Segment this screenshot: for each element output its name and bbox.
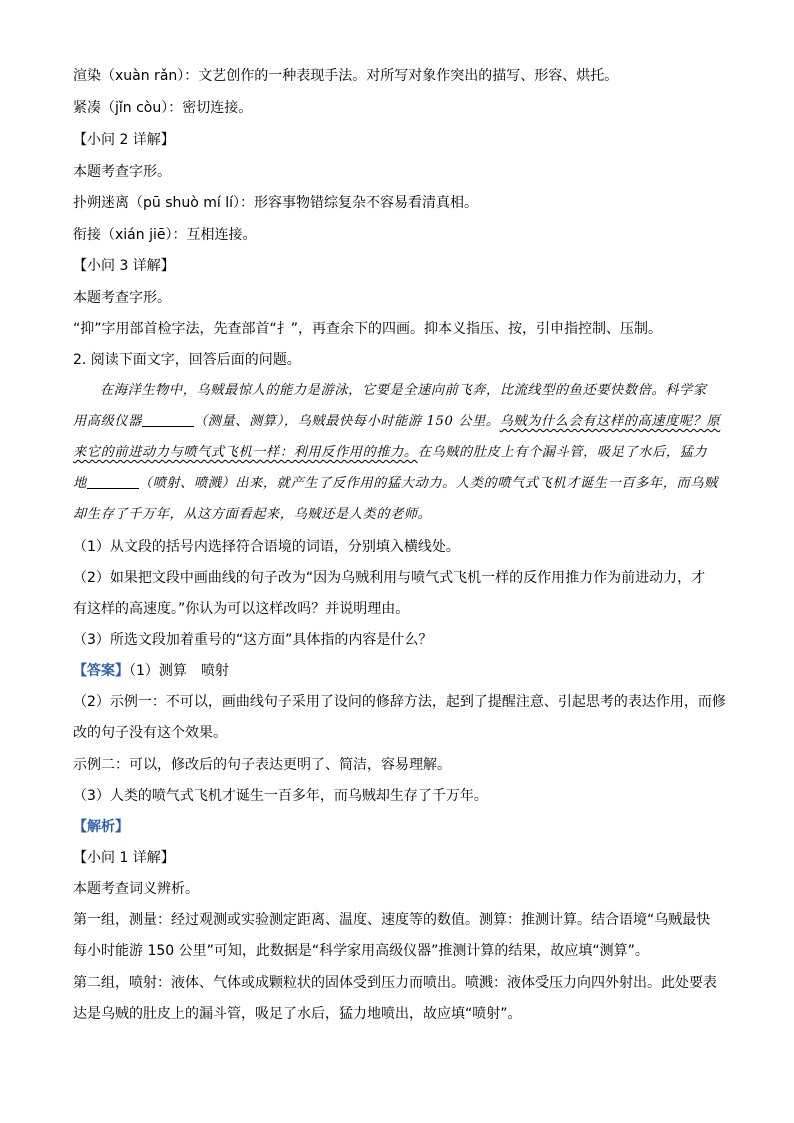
- passage-text: 地: [73, 476, 87, 491]
- topic-line: 本题考查字形。: [73, 164, 171, 180]
- answer-tag: 【答案】: [73, 663, 129, 679]
- topic-line: 本题考查词义辨析。: [73, 881, 199, 897]
- analysis-tag: 【解析】: [73, 819, 129, 835]
- answer-2-example-2: 示例二：可以，修改后的句子表达更明了、简洁，容易理解。: [73, 757, 451, 773]
- answer-1: （1）测算 喷射: [129, 663, 229, 679]
- topic-line: 本题考查字形。: [73, 290, 171, 306]
- passage-line-4: [73, 474, 734, 494]
- passage-text: （喷射、喷溅）出来，就产生了反作用的猛大动力。人类的喷气式飞机才诞生一百多年，而乌贼: [138, 476, 718, 491]
- question-2-3: （3）所选文段加着重号的“这方面”具体指的内容是什么？: [73, 632, 433, 648]
- wavy-underlined-sentence: 乌贼为什么会有这样的高速度呢？原: [499, 414, 721, 429]
- passage-line-2: [73, 412, 734, 432]
- definition-jincou: 紧凑（jǐn còu）：密切连接。: [73, 100, 253, 116]
- passage-text: 用高级仪器: [73, 414, 142, 429]
- analysis-group-2-cont: 达是乌贼的肚皮上的漏斗管，吸足了水后，猛力地喷出，故应填“喷射”。: [73, 1006, 522, 1022]
- explanation-yi: “抑”字用部首检字法，先查部首“扌”，再查余下的四画。抑本义指压、按，引申指控制、压制。: [73, 321, 663, 337]
- fill-blank-1: [142, 412, 194, 427]
- passage-line-3: [73, 443, 734, 463]
- analysis-group-1-cont: 每小时能游 150 公里”可知，此数据是“科学家用高级仪器”推测计算的结果，故应填“测算”。: [73, 943, 649, 959]
- passage-line-5: 却生存了千万年，从这方面看起来，乌贼还是人类的老师。: [73, 507, 432, 522]
- passage-text: 在乌贼的肚皮上有个漏斗管，吸足了水后，猛力: [417, 445, 708, 460]
- fill-blank-2: [87, 474, 139, 489]
- answer-3: （3）人类的喷气式飞机才诞生一百多年，而乌贼却生存了千万年。: [73, 788, 488, 804]
- passage-line-1: 在海洋生物中，乌贼最惊人的能力是游泳，它要是全速向前飞奔，比流线型的鱼还要快数倍。科学家: [100, 383, 707, 398]
- analysis-group-2: 第二组，喷射：液体、气体或成颗粒状的固体受到压力而喷出。喷溅：液体受压力向四外射出。此处要表: [73, 975, 717, 991]
- section-heading-q1: 【小问 1 详解】: [73, 850, 175, 866]
- analysis-group-1: 第一组，测量：经过观测或实验测定距离、温度、速度等的数值。测算：推测计算。结合语境“乌贼最快: [73, 912, 711, 928]
- definition-pushuomili: 扑朔迷离（pū shuò mí lí）：形容事物错综复杂不容易看清真相。: [73, 195, 479, 211]
- question-2-1: （1）从文段的括号内选择符合语境的词语，分别填入横线处。: [73, 539, 460, 555]
- question-2-title: 2. 阅读下面文字，回答后面的问题。: [73, 352, 301, 368]
- answer-line-1: [73, 661, 734, 681]
- answer-2-cont: 改的句子没有这个效果。: [73, 725, 227, 741]
- answer-2: （2）示例一：不可以，画曲线句子采用了设问的修辞方法，起到了提醒注意、引起思考的表达作用，而修: [73, 694, 726, 710]
- section-heading-q3: 【小问 3 详解】: [73, 258, 175, 274]
- wavy-underlined-sentence: 来它的前进动力与喷气式飞机一样：利用反作用的推力。: [73, 445, 418, 460]
- section-heading-q2: 【小问 2 详解】: [73, 132, 175, 148]
- definition-xuanran: 渲染（xuàn rǎn）：文艺创作的一种表现手法。对所写对象作突出的描写、形容、烘托。: [73, 68, 619, 84]
- passage-text: （测量、测算），乌贼最快每小时能游 150 公里。: [193, 414, 500, 429]
- definition-xianjie: 衔接（xián jiē）：互相连接。: [73, 227, 257, 243]
- question-2-2-cont: 有这样的高速度。”你认为可以这样改吗？并说明理由。: [73, 601, 410, 617]
- question-2-2: （2）如果把文段中画曲线的句子改为“因为乌贼利用与喷气式飞机一样的反作用推力作为前进动力，才: [73, 570, 706, 586]
